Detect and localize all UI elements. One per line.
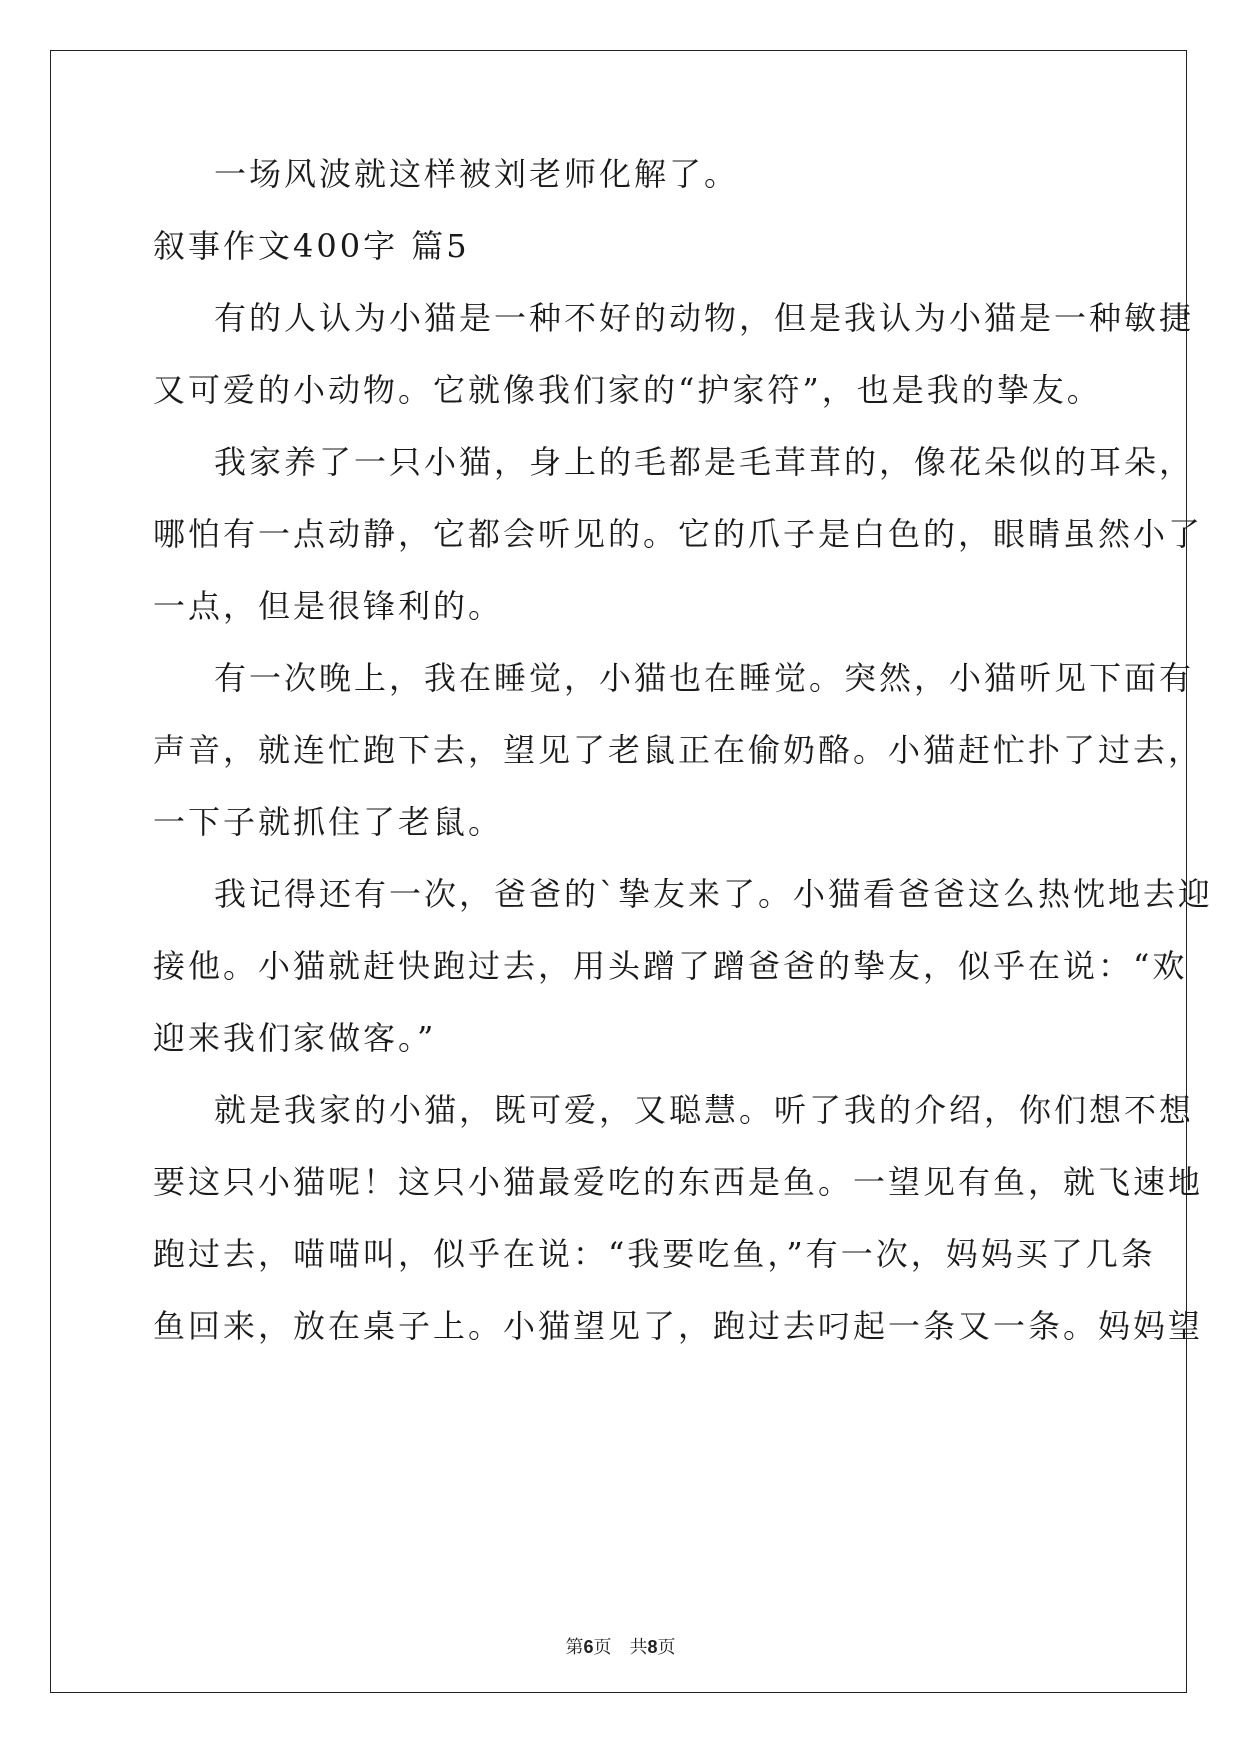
total-page-number: 8 [647,1637,658,1657]
footer-mid: 页 共 [593,1637,648,1658]
section-heading: 叙事作文400字 篇5 [153,227,470,265]
paragraph-line: 要这只小猫呢！这只小猫最爱吃的东西是鱼。一望见有鱼，就飞速地 [153,1163,1204,1201]
paragraph-line: 我家养了一只小猫，身上的毛都是毛茸茸的，像花朵似的耳朵， [214,443,1195,481]
paragraph-line: 一下子就抓住了老鼠。 [153,803,504,841]
paragraph-line: 鱼回来，放在桌子上。小猫望见了，跑过去叼起一条又一条。妈妈望 [153,1307,1204,1345]
paragraph-line: 我记得还有一次，爸爸的`挚友来了。小猫看爸爸这么热忱地去迎 [214,875,1214,913]
footer-prefix: 第 [565,1637,584,1658]
paragraph-line: 就是我家的小猫，既可爱，又聪慧。听了我的介绍，你们想不想 [214,1091,1195,1129]
paragraph-line: 一点，但是很锋利的。 [153,587,504,625]
footer-suffix: 页 [657,1637,676,1658]
page-border [50,50,1187,1693]
paragraph-line: 声音，就连忙跑下去，望见了老鼠正在偷奶酪。小猫赶忙扑了过去， [153,731,1204,769]
page-footer [0,1633,1241,1659]
paragraph-line: 又可爱的小动物。它就像我们家的“护家符”，也是我的挚友。 [153,371,1102,409]
paragraph-line: 一场风波就这样被刘老师化解了。 [214,155,740,193]
current-page-number: 6 [583,1637,594,1657]
paragraph-line: 接他。小猫就赶快跑过去，用头蹭了蹭爸爸的挚友，似乎在说：“欢 [153,947,1188,985]
paragraph-line: 哪怕有一点动静，它都会听见的。它的爪子是白色的，眼睛虽然小了 [153,515,1204,553]
paragraph-line: 迎来我们家做客。” [153,1019,437,1057]
paragraph-line: 跑过去，喵喵叫，似乎在说：“我要吃鱼，”有一次，妈妈买了几条 [153,1235,1156,1273]
paragraph-line: 有一次晚上，我在睡觉，小猫也在睡觉。突然，小猫听见下面有 [214,659,1195,697]
paragraph-line: 有的人认为小猫是一种不好的动物，但是我认为小猫是一种敏捷 [214,299,1195,337]
